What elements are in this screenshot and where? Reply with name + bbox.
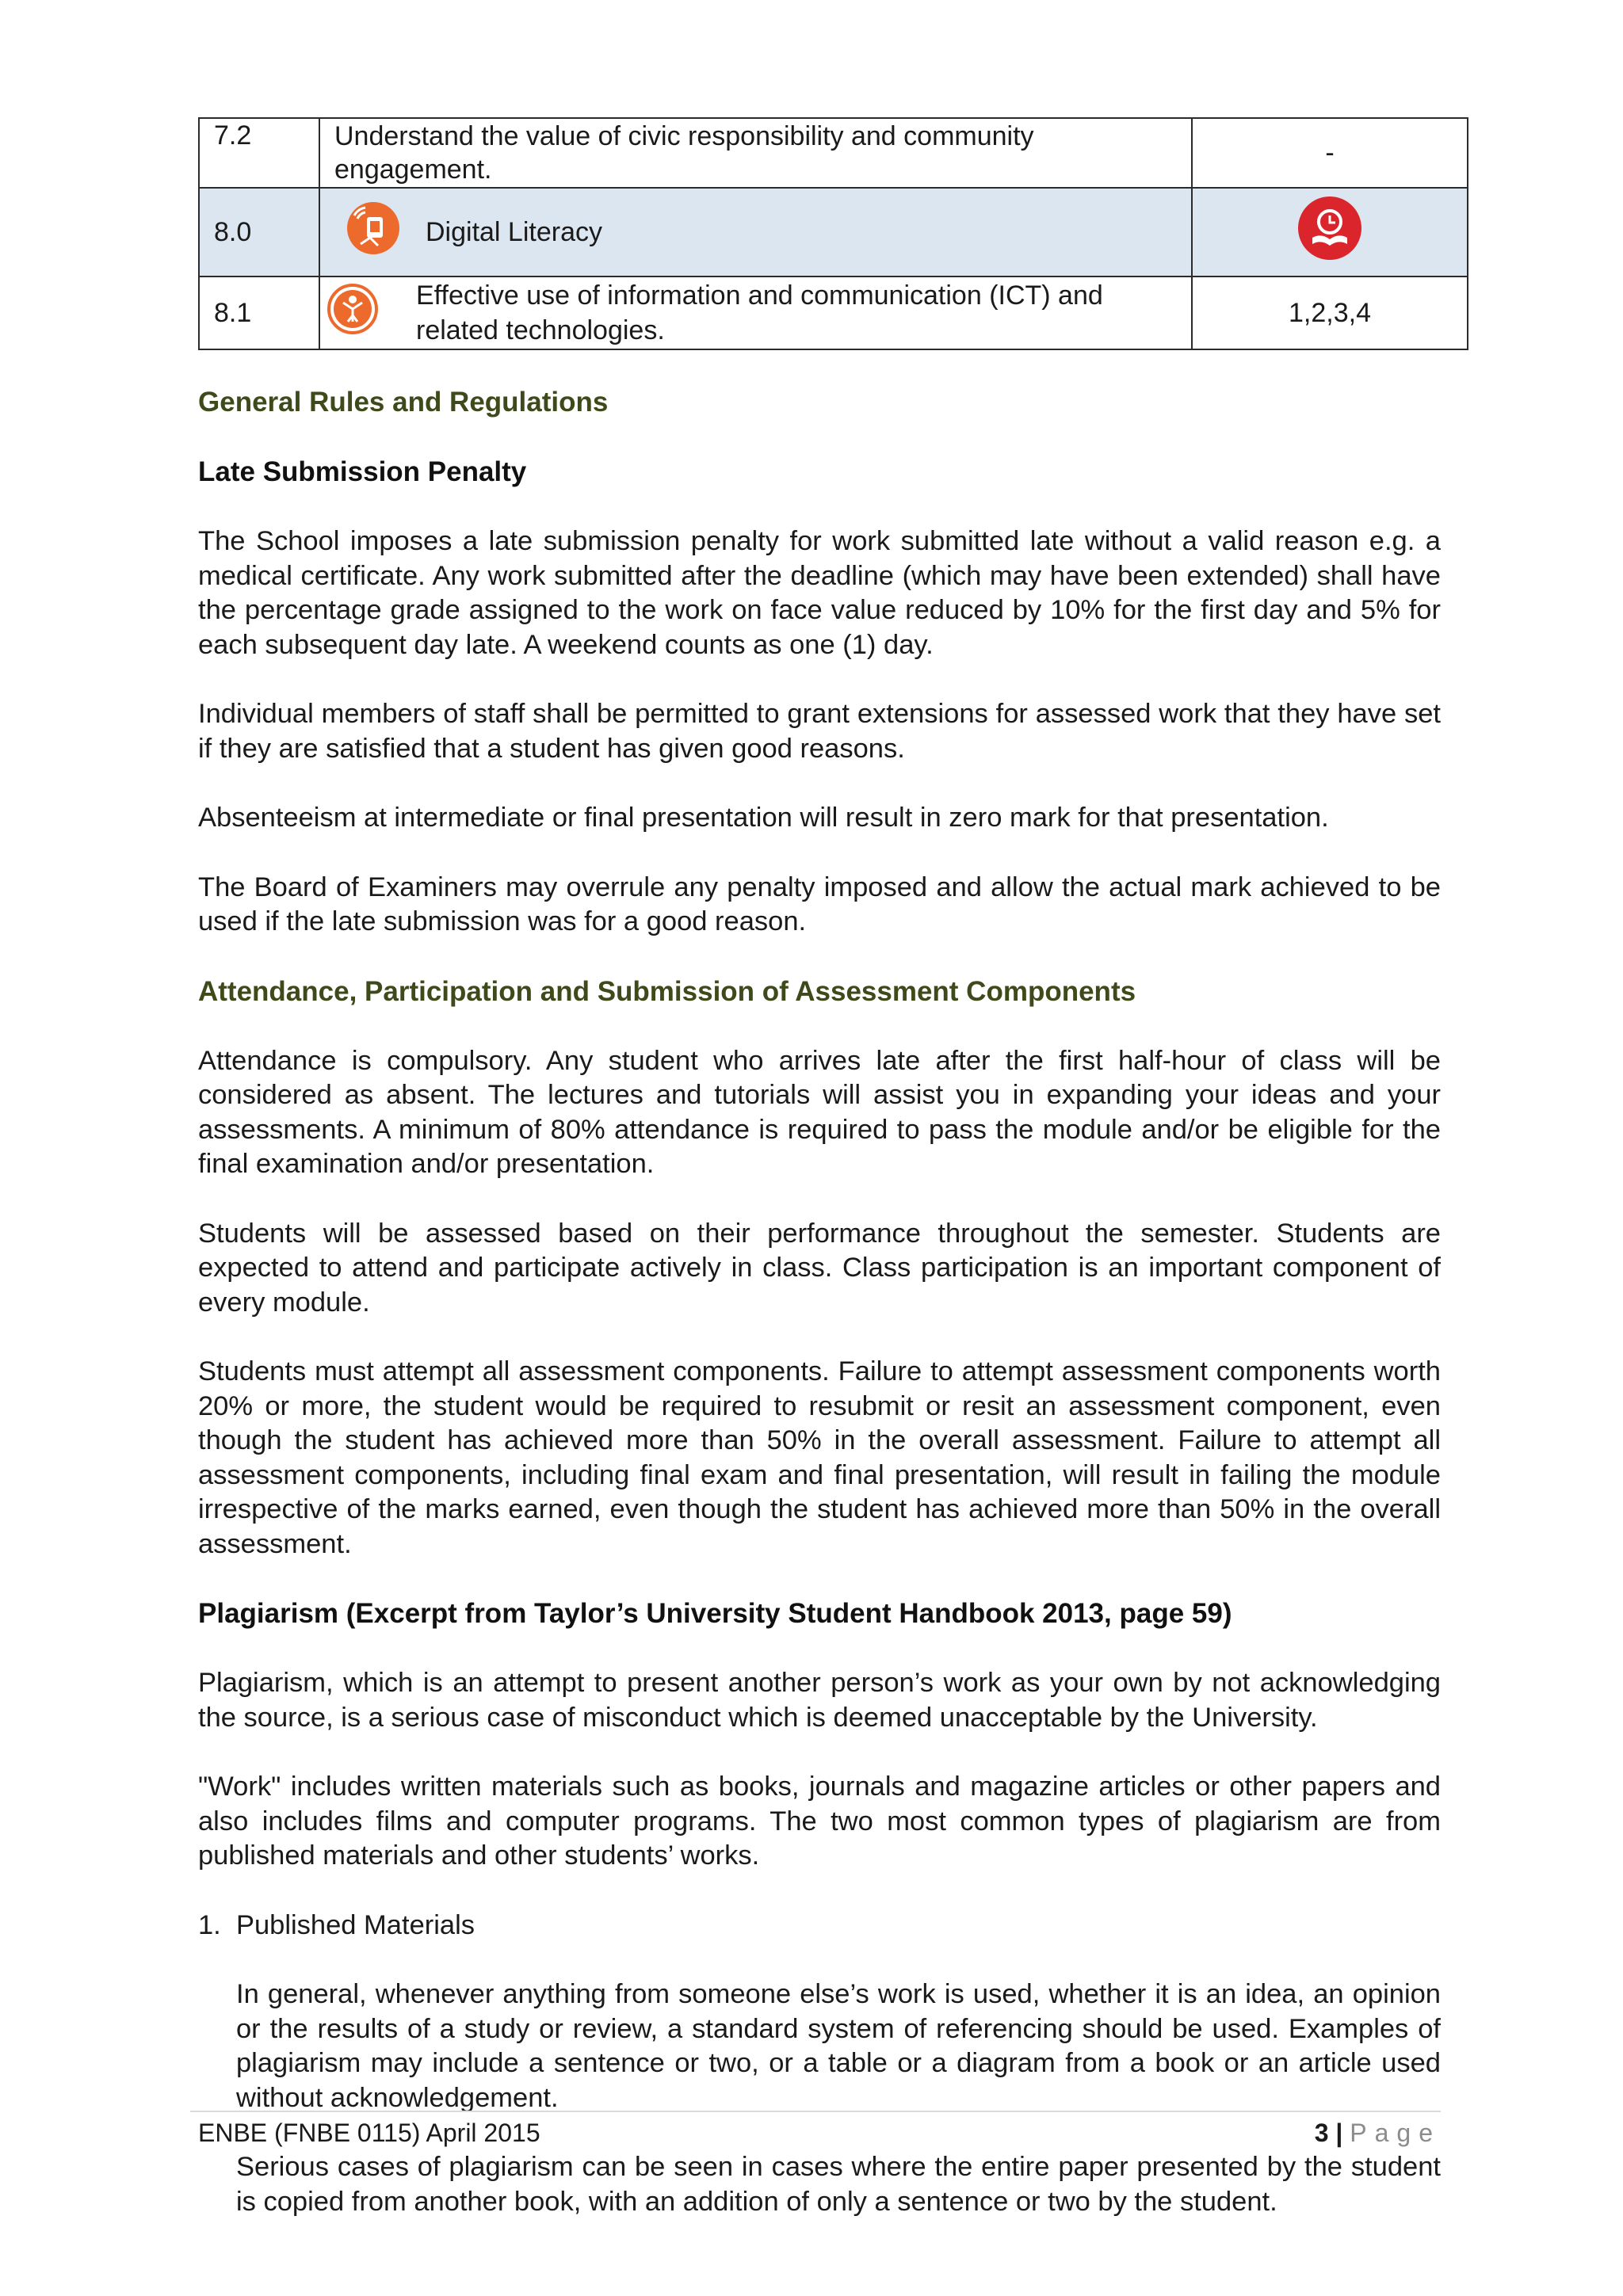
- page-footer: [198, 2117, 1441, 2149]
- clock-book-icon: [1296, 195, 1363, 269]
- table-row: [199, 277, 1468, 349]
- attendance-heading: Attendance, Participation and Submission of Assessment Components: [198, 975, 1136, 1007]
- late-paragraph-1: The School imposes a late submission penalty for work submitted late without a valid reason e.g. a medical certificate. Any work submitted after the deadline (which may have been extended) shall have the percentage grade assigned to the work on face value reduced by 10% for the first day and 5% for each subsequent day late. A weekend counts as one (1) day.: [198, 526, 1441, 660]
- learning-outcomes-table: [198, 117, 1468, 350]
- footer-page-indicator: [1315, 2117, 1441, 2149]
- digital-literacy-icon: [346, 200, 400, 265]
- page-number: 3: [1314, 2119, 1329, 2147]
- footer-divider: [190, 2111, 1441, 2112]
- footer-document-code: ENBE (FNBE 0115) April 2015: [198, 2119, 540, 2147]
- plagiarism-heading: Plagiarism (Excerpt from Taylor’s University Student Handbook 2013, page 59): [198, 1598, 1232, 1629]
- row-description: Effective use of information and communication (ICT) and related technologies.: [416, 280, 1103, 345]
- attendance-paragraph-3: Students must attempt all assessment components. Failure to attempt assessment components worth 20% or more, the student would be required to resubmit or resit an assessment component, even though the student has achieved more than 50% in the overall assessment. Failure to attempt all assessment components, including final exam and final presentation, will result in failing the module irrespective of the marks earned, even though the student has achieved more than 50% in the overall assessment.: [198, 1356, 1441, 1559]
- page-separator: |: [1335, 2119, 1343, 2147]
- plagiarism-paragraph-2: "Work" includes written materials such as books, journals and magazine articles or other papers and also includes films and computer programs. The two most common types of plagiarism are from published materials and other students’ works.: [198, 1772, 1441, 1871]
- published-paragraph-1: In general, whenever anything from someone else’s work is used, whether it is an idea, an opinion or the results of a study or review, a standard system of referencing should be used. Examples of plagiarism may include a sentence or two, or a table or a diagram from a book or an article used without acknowledgement.: [236, 1979, 1441, 2113]
- table-row: [199, 118, 1468, 188]
- row-mapping: -: [1192, 118, 1468, 188]
- late-submission-heading: Late Submission Penalty: [198, 456, 527, 487]
- late-paragraph-2: Individual members of staff shall be permitted to grant extensions for assessed work that they have set if they are satisfied that a student has given good reasons.: [198, 699, 1441, 764]
- late-paragraph-3: Absenteeism at intermediate or final presentation will result in zero mark for that presentation.: [198, 803, 1329, 833]
- late-paragraph-4: The Board of Examiners may overrule any penalty imposed and allow the actual mark achieved to be used if the late submission was for a good reason.: [198, 871, 1441, 936]
- row-mapping: 1,2,3,4: [1192, 277, 1468, 349]
- row-number: 8.0: [199, 188, 319, 277]
- plagiarism-paragraph-1: Plagiarism, which is an attempt to present another person’s work as your own by not acknowledging the source, is a serious case of misconduct which is deemed unacceptable by the University.: [198, 1668, 1441, 1733]
- row-number: 7.2: [199, 118, 319, 188]
- general-rules-heading: General Rules and Regulations: [198, 387, 609, 418]
- attendance-paragraph-2: Students will be assessed based on their performance throughout the semester. Students are expected to attend and participate actively in class. Class participation is an important component of every module.: [198, 1218, 1441, 1318]
- row-description: Digital Literacy: [426, 217, 602, 247]
- person-figure-icon: [327, 284, 378, 342]
- row-number: 8.1: [199, 277, 319, 349]
- table-row: [199, 188, 1468, 277]
- published-paragraph-2: Serious cases of plagiarism can be seen in cases where the entire paper presented by the student is copied from another book, with an addition of only a sentence or two by the student.: [236, 2152, 1441, 2217]
- row-description: Understand the value of civic responsibility and community engagement.: [319, 118, 1192, 188]
- list-item-published-materials: 1. Published Materials: [198, 1909, 475, 1940]
- attendance-paragraph-1: Attendance is compulsory. Any student who arrives late after the first half-hour of class will be considered as absent. The lectures and tutorials will assist you in expanding your ideas and your assessments. A minimum of 80% attendance is required to pass the module and/or be eligible for the final examination and/or presentation.: [198, 1045, 1441, 1179]
- page-label: Page: [1350, 2119, 1441, 2147]
- document-page: [198, 117, 1441, 2219]
